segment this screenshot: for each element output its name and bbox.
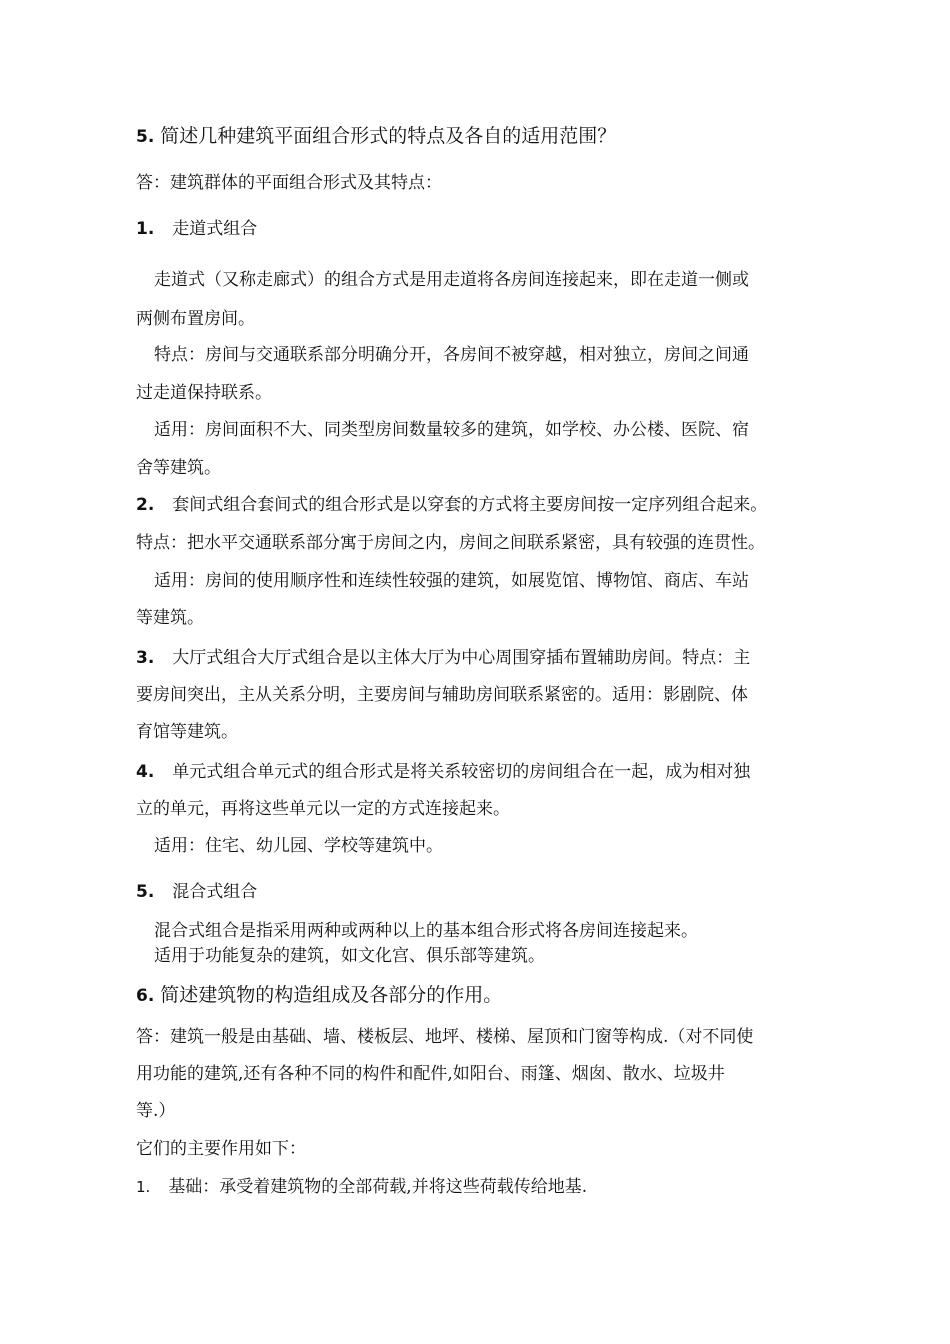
q5-item-2-heading (136, 495, 767, 515)
q5-item-4-number: 4. (136, 762, 155, 782)
q6-answer-line: 它们的主要作用如下： (136, 1139, 306, 1159)
q5-item-1-para: 舍等建筑。 (136, 458, 221, 478)
q6-number: 6. (136, 986, 155, 1006)
q5-item-1-para: 两侧布置房间。 (136, 309, 255, 329)
q5-item-4-para: 立的单元，再将这些单元以一定的方式连接起来。 (136, 799, 510, 819)
q5-heading (136, 126, 616, 147)
q6-answer-line: 答：建筑一般是由基础、墙、楼板层、地坪、楼梯、屋顶和门窗等构成.（对不同使 (136, 1027, 754, 1047)
q5-item-3-heading (136, 648, 750, 668)
q5-item-5-number: 5. (136, 882, 155, 902)
q5-item-2-title: 套间式组合套间式的组合形式是以穿套的方式将主要房间按一定序列组合起来。 (172, 495, 768, 515)
q5-item-2-number: 2. (136, 495, 155, 515)
q5-answer-intro: 答：建筑群体的平面组合形式及其特点： (136, 173, 442, 193)
q5-item-1-para: 过走道保持联系。 (136, 383, 272, 403)
q5-item-1-heading (136, 219, 257, 239)
q5-item-1-para: 特点：房间与交通联系部分明确分开，各房间不被穿越，相对独立，房间之间通 (154, 345, 749, 365)
q6-title: 简述建筑物的构造组成及各部分的作用。 (160, 984, 503, 1006)
q5-item-1-para: 适用：房间面积不大、同类型房间数量较多的建筑，如学校、办公楼、医院、宿 (154, 420, 749, 440)
q5-item-4-title: 单元式组合单元式的组合形式是将关系较密切的房间组合在一起，成为相对独 (172, 762, 751, 782)
q5-item-2-para: 等建筑。 (136, 608, 204, 628)
q5-item-1-number: 1. (136, 219, 155, 239)
q5-item-4-para: 适用：住宅、幼儿园、学校等建筑中。 (154, 836, 443, 856)
q6-item-1 (136, 1177, 587, 1197)
q5-item-5-heading (136, 882, 257, 902)
q5-item-1-title: 走道式组合 (172, 219, 258, 239)
q6-item-1-text: 基础：承受着建筑物的全部荷载,并将这些荷载传给地基. (168, 1177, 588, 1197)
q5-item-4-heading (136, 762, 750, 782)
q6-answer-line: 用功能的建筑,还有各种不同的构件和配件,如阳台、雨篷、烟囱、散水、垃圾井 (136, 1064, 725, 1084)
q5-item-5-para: 混合式组合是指采用两种或两种以上的基本组合形式将各房间连接起来。 (154, 921, 698, 941)
q5-item-1-para: 走道式（又称走廊式）的组合方式是用走道将各房间连接起来，即在走道一侧或 (154, 270, 749, 290)
q5-item-3-para: 要房间突出，主从关系分明，主要房间与辅助房间联系紧密的。适用：影剧院、体 (136, 685, 748, 705)
q5-item-2-para: 特点：把水平交通联系部分寓于房间之内，房间之间联系紧密，具有较强的连贯性。 (136, 533, 765, 553)
q5-item-3-number: 3. (136, 648, 155, 668)
q5-item-5-title: 混合式组合 (172, 882, 258, 902)
q6-item-1-number: 1. (136, 1178, 151, 1196)
q5-title: 简述几种建筑平面组合形式的特点及各自的适用范围？ (160, 125, 617, 147)
q6-answer-line: 等.） (136, 1101, 176, 1121)
q6-heading (136, 985, 502, 1006)
q5-number: 5. (136, 127, 155, 147)
q5-item-3-para: 育馆等建筑。 (136, 722, 238, 742)
q5-item-2-para: 适用：房间的使用顺序性和连续性较强的建筑，如展览馆、博物馆、商店、车站 (154, 571, 749, 591)
q5-item-5-para: 适用于功能复杂的建筑，如文化宫、俱乐部等建筑。 (154, 946, 545, 966)
q5-item-3-title: 大厅式组合大厅式组合是以主体大厅为中心周围穿插布置辅助房间。特点：主 (172, 648, 751, 668)
